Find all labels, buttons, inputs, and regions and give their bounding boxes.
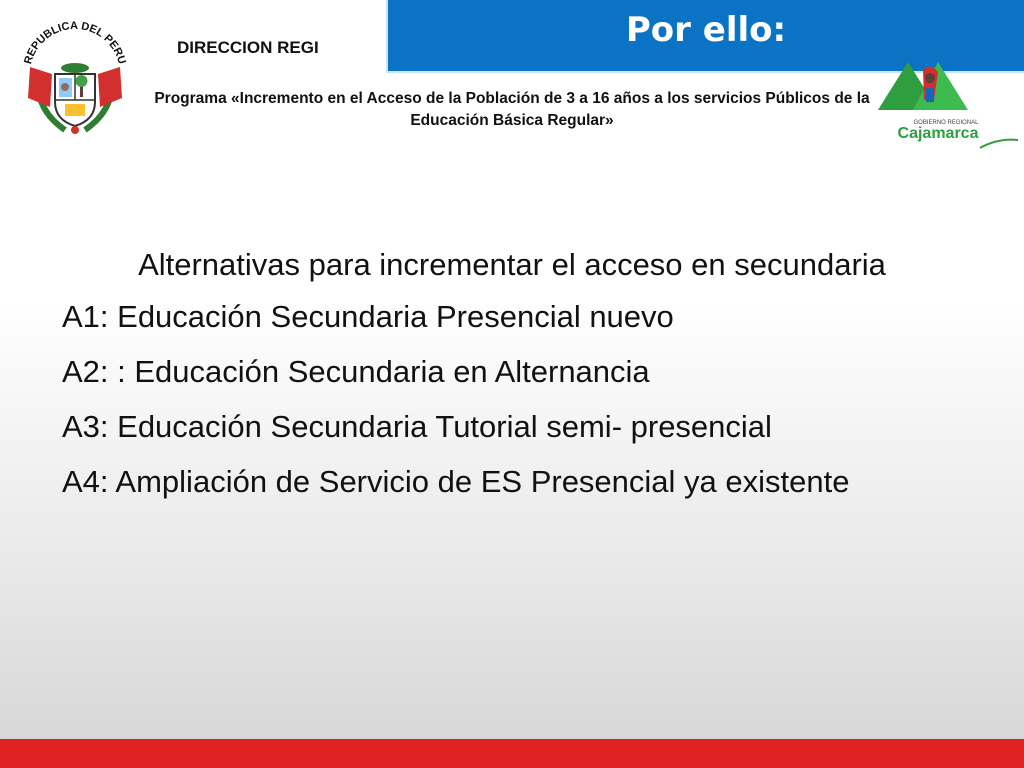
seal-text: REPUBLICA DEL PERU <box>22 19 128 66</box>
list-item: A4: Ampliación de Servicio de ES Presencial ya existente <box>62 464 850 499</box>
list-item: A1: Educación Secundaria Presencial nuevo <box>62 299 674 334</box>
svg-text:REPUBLICA DEL PERU <box>22 20 128 66</box>
bottom-bar <box>0 739 1024 768</box>
cajamarca-name-text: Cajamarca <box>897 125 979 142</box>
peru-coat-of-arms-icon <box>10 12 140 142</box>
cajamarca-small-text: GOBIERNO REGIONAL <box>913 120 979 126</box>
list-item: A3: Educación Secundaria Tutorial semi- presencial <box>62 409 772 444</box>
program-subtitle: Programa «Incremento en el Acceso de la Población de 3 a 16 años a los servicios Públicos de la Educación Básica Regular» <box>154 90 870 129</box>
cajamarca-logo-icon <box>868 60 1024 160</box>
organization-name: DIRECCION REGI <box>177 38 319 57</box>
content-area <box>62 244 962 516</box>
slide-title: Por ello: <box>625 10 787 50</box>
content-title: Alternativas para incrementar el acceso en secundaria <box>138 247 886 282</box>
list-item: A2: : Educación Secundaria en Alternancia <box>62 354 650 389</box>
